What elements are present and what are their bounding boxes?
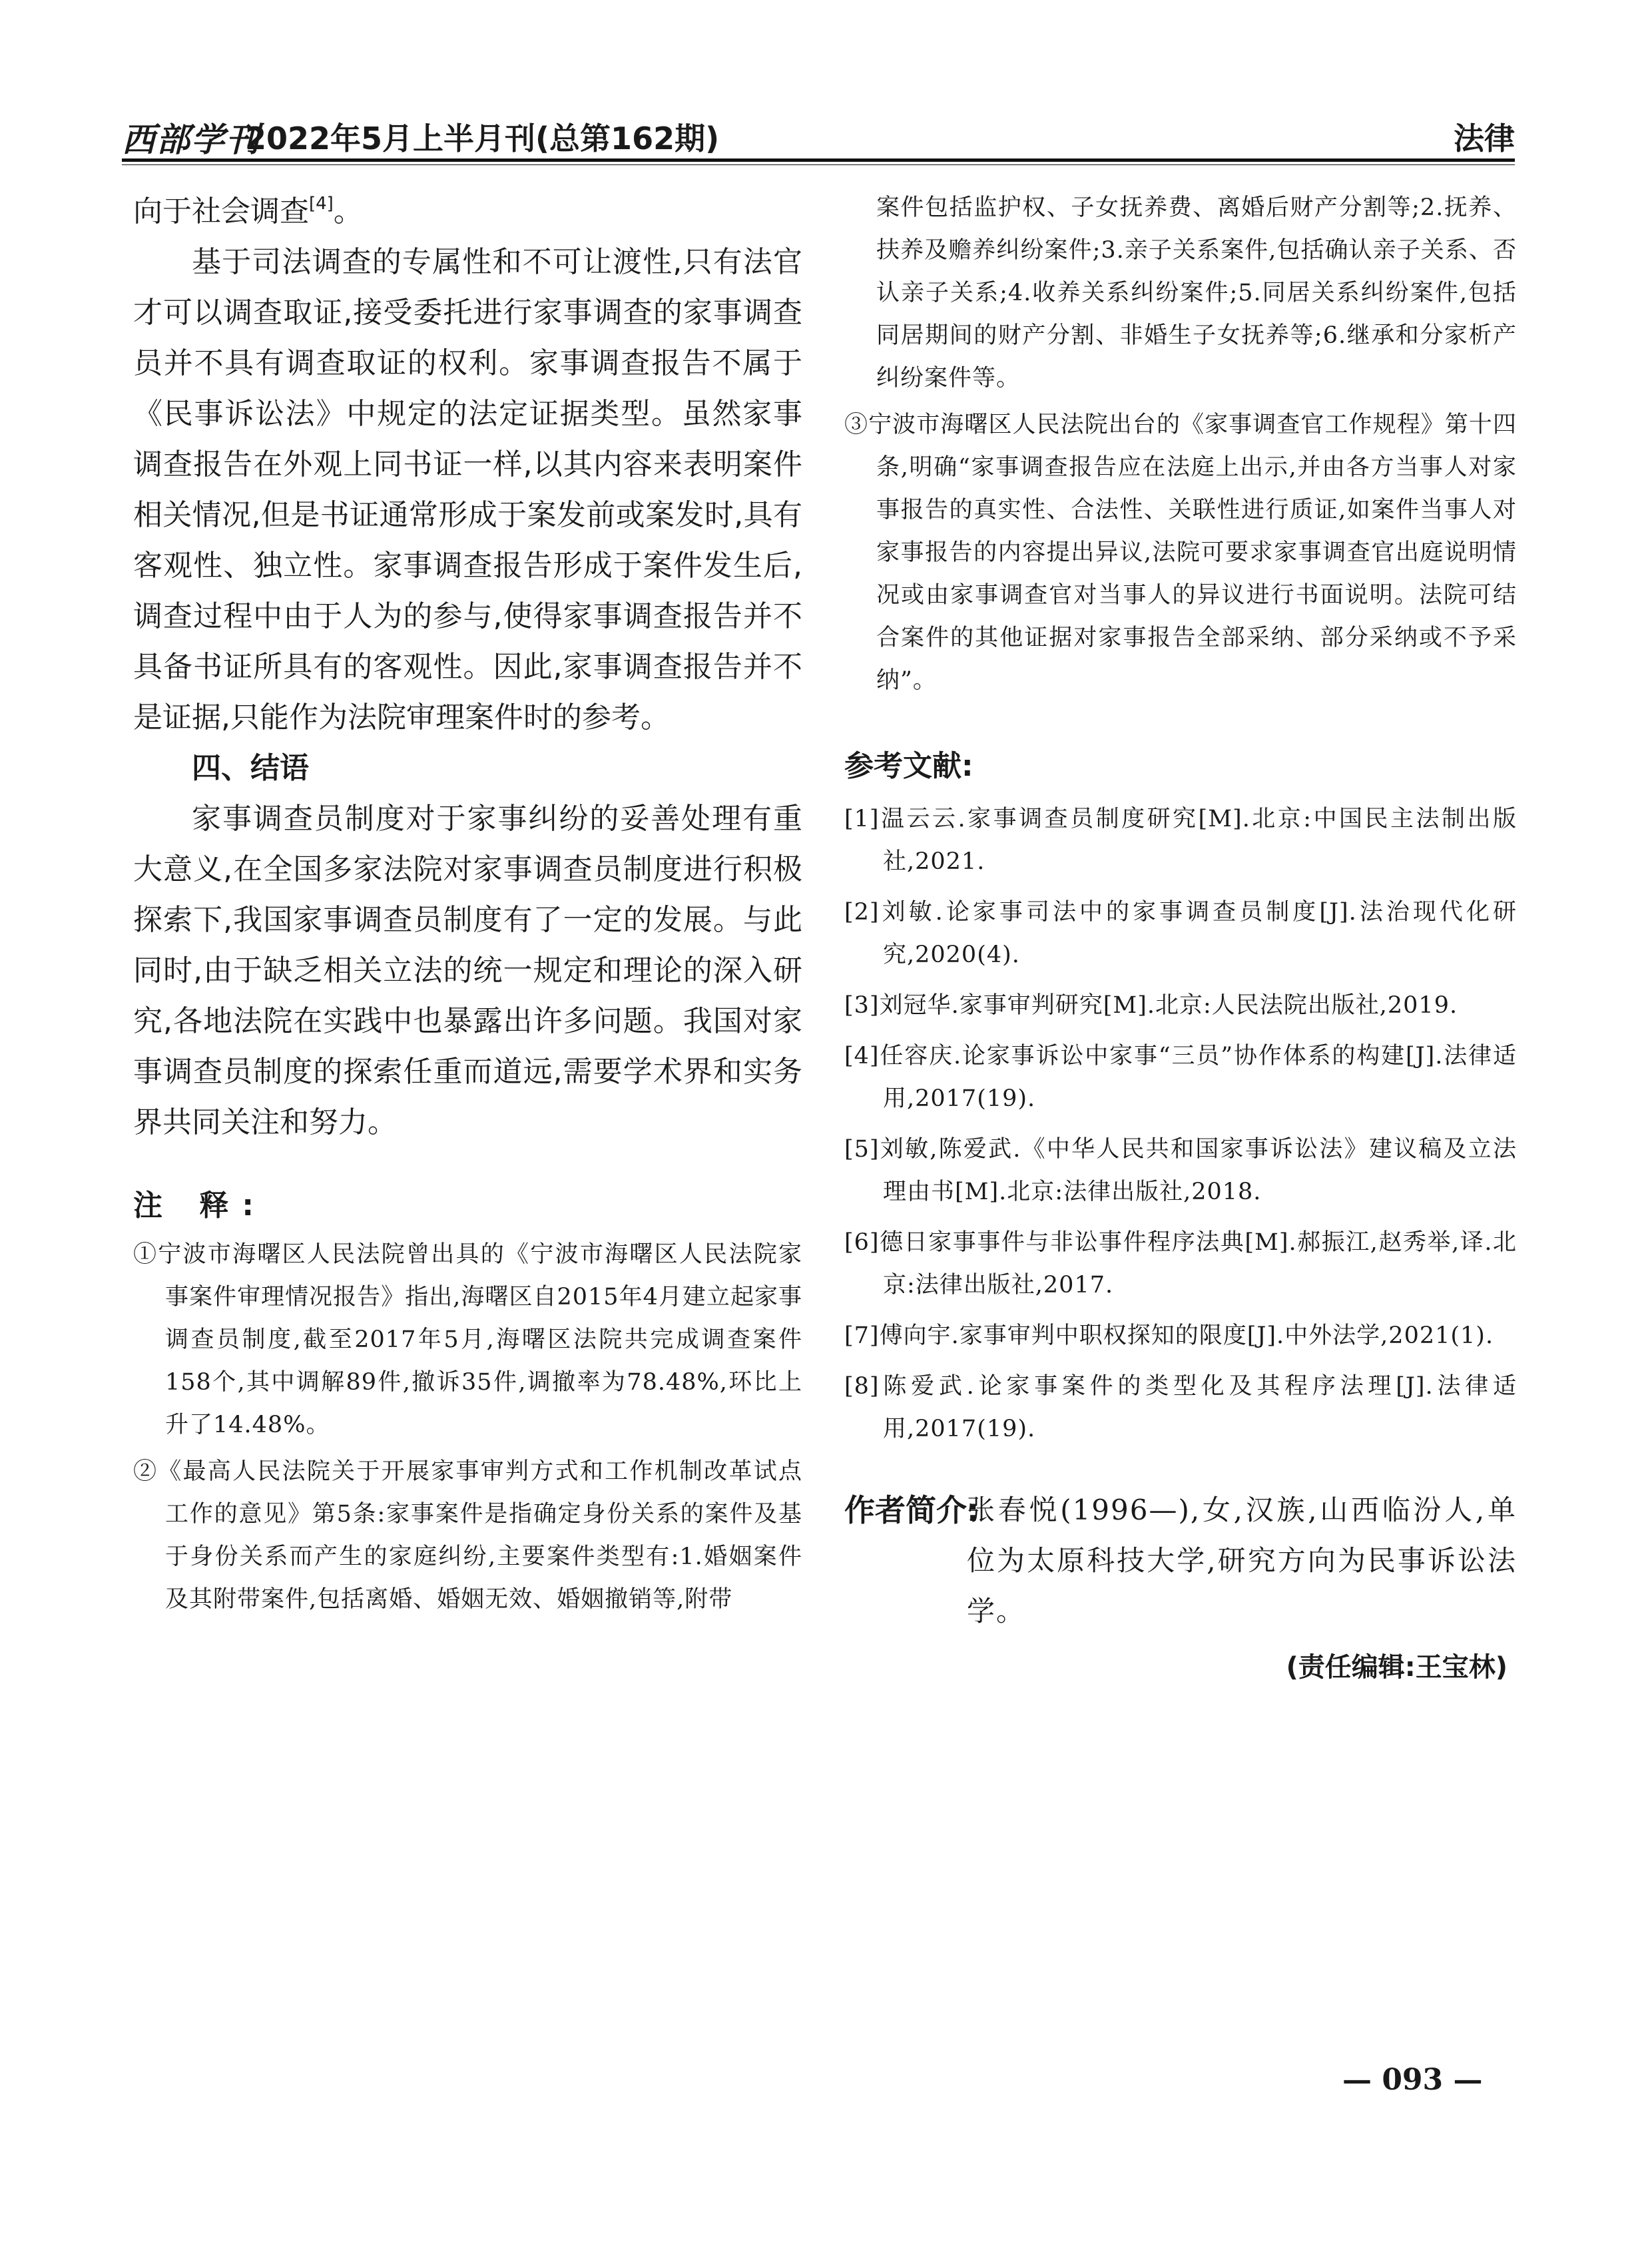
journal-logo: 西部学刊: [122, 120, 260, 159]
header-rule-thin: [122, 164, 1515, 165]
section-heading: 四、结语: [192, 751, 309, 785]
citation-ref: [4]: [309, 194, 334, 214]
notes-heading: 注 释:: [133, 1189, 267, 1223]
page-number: — 093 —: [1342, 2063, 1483, 2097]
left-column: [133, 186, 802, 1625]
reference-item: [8]陈爱武.论家事案件的类型化及其程序法理[J].法律适用,2017(19).: [844, 1373, 1517, 1442]
reference-item: [7]傅向宇.家事审判中职权探知的限度[J].中外法学,2021(1).: [844, 1322, 1494, 1349]
body-paragraph: 家事调查员制度对于家事纠纷的妥善处理有重大意义,在全国多家法院对家事调查员制度进行积极探索下,我国家事调查员制度有了一定的发展。与此同时,由于缺乏相关立法的统一规定和理论的深入研究,各地法院在实践中也暴露出许多问题。我国对家事调查员制度的探索任重而道远,需要学术界和实务界共同关注和努力。: [133, 802, 802, 1139]
footnote-continuation: 案件包括监护权、子女抚养费、离婚后财产分割等;2.抚养、扶养及赡养纠纷案件;3.亲子关系案件,包括确认亲子关系、否认亲子关系;4.收养关系纠纷案件;5.同居关系纠纷案件,包括同居期间的财产分割、非婚生子女抚养等;6.继承和分家析产纠纷案件等。: [876, 194, 1517, 392]
right-column: [844, 186, 1517, 1684]
footnote: ②《最高人民法院关于开展家事审判方式和工作机制改革试点工作的意见》第5条:家事案件是指确定身份关系的案件及基于身份关系而产生的家庭纠纷,主要案件类型有:1.婚姻案件及其附带案件,包括离婚、婚姻无效、婚姻撤销等,附带: [133, 1458, 802, 1613]
reference-item: [3]刘冠华.家事审判研究[M].北京:人民法院出版社,2019.: [844, 992, 1458, 1019]
reference-item: [2]刘敏.论家事司法中的家事调查员制度[J].法治现代化研究,2020(4).: [844, 899, 1517, 968]
references-heading: 参考文献:: [844, 749, 973, 783]
header-rule: [122, 158, 1515, 162]
paragraph-text: 向于社会调查: [133, 194, 309, 228]
footnote: ①宁波市海曙区人民法院曾出具的《宁波市海曙区人民法院家事案件审理情况报告》指出,海曙区自2015年4月建立起家事调查员制度,截至2017年5月,海曙区法院共完成调查案件158个,其中调解89件,撤诉35件,调撤率为78.48%,环比上升了14.48%。: [133, 1241, 802, 1438]
body-paragraph: 基于司法调查的专属性和不可让渡性,只有法官才可以调查取证,接受委托进行家事调查的家事调查员并不具有调查取证的权利。家事调查报告不属于《民事诉讼法》中规定的法定证据类型。虽然家事调查报告在外观上同书证一样,以其内容来表明案件相关情况,但是书证通常形成于案发前或案发时,具有客观性、独立性。家事调查报告形成于案件发生后,调查过程中由于人为的参与,使得家事调查报告并不具备书证所具有的客观性。因此,家事调查报告并不是证据,只能作为法院审理案件时的参考。: [133, 245, 802, 734]
author-label: 作者简介:: [844, 1492, 979, 1528]
page-header: [122, 112, 1515, 160]
reference-item: [1]温云云.家事调查员制度研究[M].北京:中国民主法制出版社,2021.: [844, 806, 1517, 875]
reference-item: [4]任容庆.论家事诉讼中家事“三员”协作体系的构建[J].法律适用,2017(19).: [844, 1043, 1517, 1112]
responsible-editor: (责任编辑:王宝林): [1286, 1652, 1508, 1683]
author-text: 张春悦(1996—),女,汉族,山西临汾人,单位为太原科技大学,研究方向为民事诉讼法学。: [967, 1494, 1517, 1627]
section-label: 法律: [1454, 121, 1515, 156]
author-bio: [844, 1485, 1517, 1637]
reference-item: [5]刘敏,陈爱武.《中华人民共和国家事诉讼法》建议稿及立法理由书[M].北京:法律出版社,2018.: [844, 1136, 1517, 1205]
journal-issue: 2022年5月上半月刊(总第162期): [245, 121, 720, 156]
reference-item: [6]德日家事事件与非讼事件程序法典[M].郝振江,赵秀举,译.北京:法律出版社,2017.: [844, 1229, 1517, 1298]
paragraph-end: 。: [333, 194, 363, 228]
footnote: ③宁波市海曙区人民法院出台的《家事调查官工作规程》第十四条,明确“家事调查报告应在法庭上出示,并由各方当事人对家事报告的真实性、合法性、关联性进行质证,如案件当事人对家事报告的内容提出异议,法院可要求家事调查官出庭说明情况或由家事调查官对当事人的异议进行书面说明。法院可结合案件的其他证据对家事报告全部采纳、部分采纳或不予采纳”。: [844, 412, 1517, 694]
body-paragraph: [133, 186, 802, 237]
